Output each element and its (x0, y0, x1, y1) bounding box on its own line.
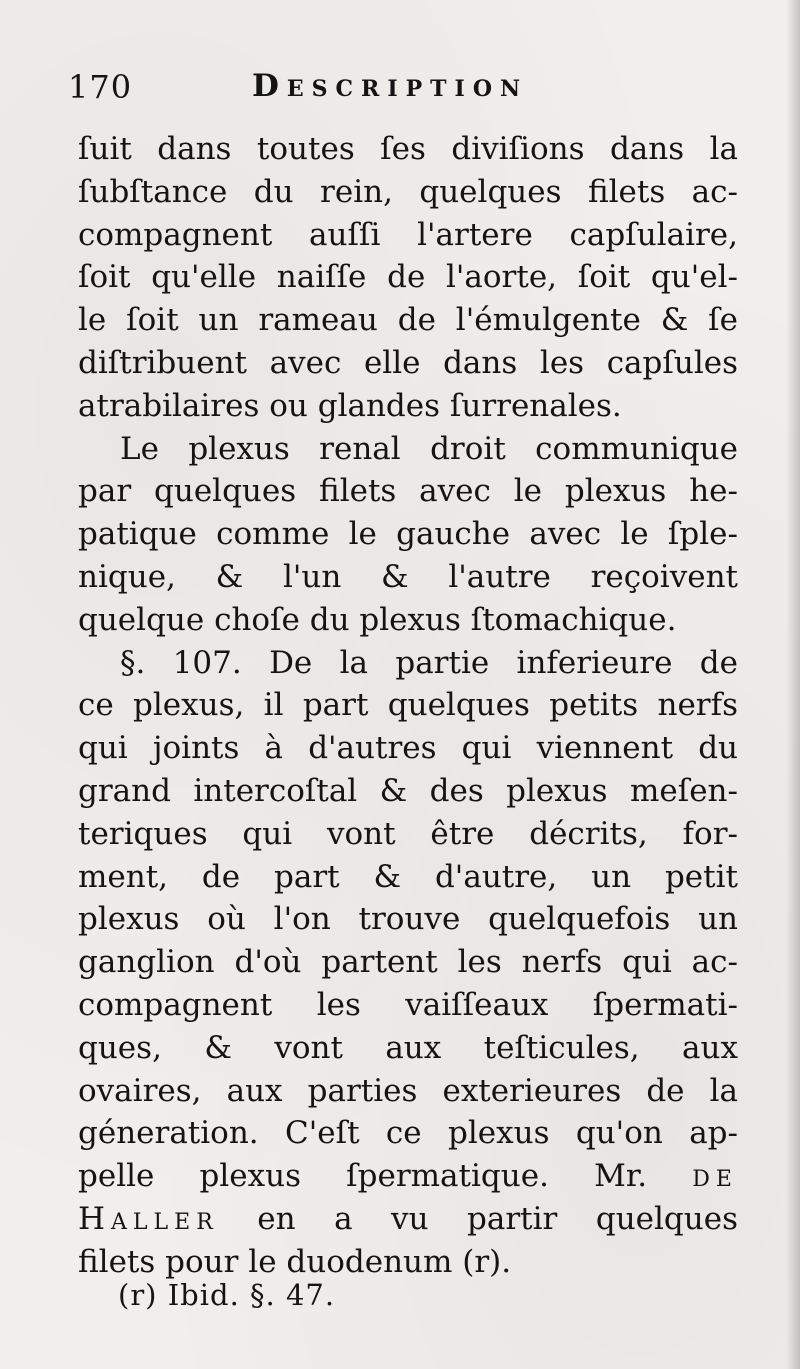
text-line: ment, de part & d'autre, un petit (78, 858, 738, 895)
text-line: par quelques filets avec le plexus he- (78, 473, 738, 510)
text-line (78, 1155, 738, 1198)
running-title: Description (252, 68, 529, 104)
text-line: plexus où l'on trouve quelquefois un (78, 901, 738, 938)
text-line: ſubſtance du rein, quelques filets ac- (78, 173, 738, 210)
text-line: patique comme le gauche avec le ſple- (78, 516, 738, 553)
text-line: Le plexus renal droit communique (120, 430, 738, 467)
text-span: pelle plexus ſpermatique. Mr. (78, 1158, 693, 1195)
text-line: teriques qui vont être décrits, for- (78, 815, 738, 852)
text-line: le ſoit un rameau de l'émulgente & ſe (78, 302, 738, 339)
author-name-particle: de (692, 1158, 738, 1195)
text-line: qui joints à d'autres qui viennent du (78, 730, 738, 767)
author-name: Haller (78, 1200, 219, 1237)
text-line: ganglion d'où partent les nerfs qui ac- (78, 944, 738, 981)
body-text (78, 128, 738, 1284)
text-line: ſoit qu'elle naiſſe de l'aorte, ſoit qu'el- (78, 259, 738, 296)
text-span: en a vu partir quelques (218, 1200, 738, 1237)
text-line: diſtribuent avec elle dans les capſules (78, 344, 738, 381)
text-line: compagnent auſſi l'artere capſulaire, (78, 216, 738, 253)
page-number: 170 (68, 68, 133, 106)
text-line: quelque choſe du plexus ſtomachique. (78, 601, 677, 638)
text-line: atrabilaires ou glandes ſurrenales. (78, 387, 622, 424)
text-line: ovaires, aux parties exterieures de la (78, 1072, 738, 1109)
text-line: ques, & vont aux teſticules, aux (78, 1029, 738, 1066)
footnote: (r) Ibid. §. 47. (118, 1278, 336, 1312)
page-edge-shadow (786, 0, 800, 1369)
text-line: ce plexus, il part quelques petits nerfs (78, 687, 738, 724)
text-line: géneration. C'eſt ce plexus qu'on ap- (78, 1115, 738, 1152)
text-line: filets pour le duodenum (r). (78, 1243, 512, 1280)
text-line: grand intercoſtal & des plexus meſen- (78, 772, 738, 809)
text-line: nique, & l'un & l'autre reçoivent (78, 558, 738, 595)
running-header (68, 68, 738, 116)
text-line: ſuit dans toutes ſes diviſions dans la (78, 131, 738, 167)
text-line (78, 1198, 738, 1241)
text-line: compagnent les vaiſſeaux ſpermati- (78, 986, 738, 1023)
text-line: §. 107. De la partie inferieure de (120, 644, 738, 681)
